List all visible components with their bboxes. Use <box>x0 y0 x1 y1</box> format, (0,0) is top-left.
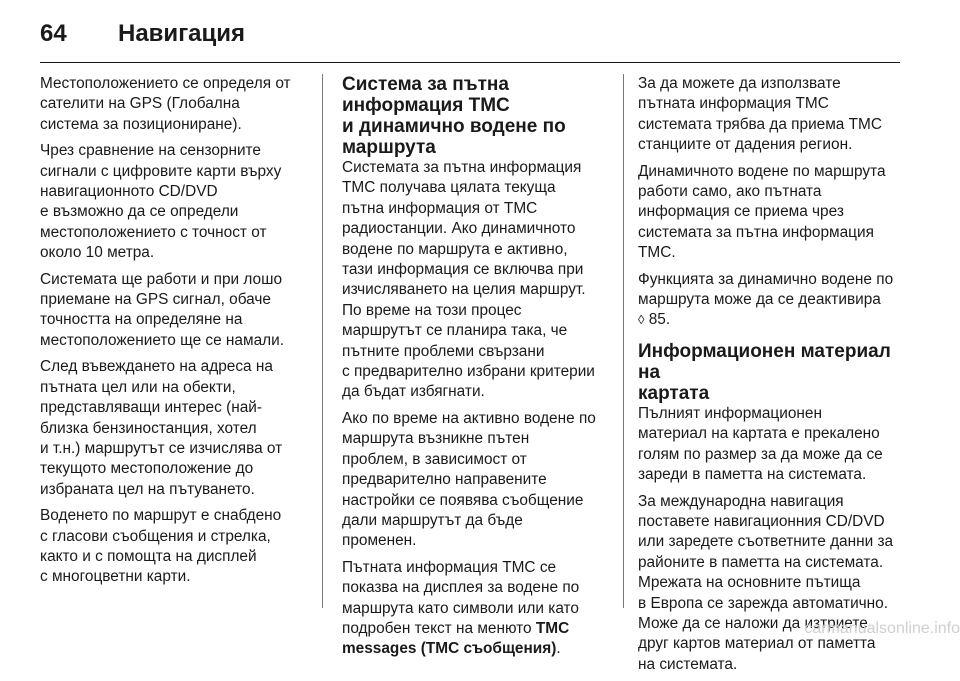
page-title: Навигация <box>118 20 246 47</box>
paragraph: Системата за пътна информация TMC получава цялата текуща пътна информация от TMC радиостанции. Ако динамичното водене по маршрута е активно, тази информация се включва при изчисляването на целия маршрут. По време на този процес маршрутът се планира така, че пътните проблеми свързани с предварително избрани критерии да бъдат избягнати. <box>342 159 595 401</box>
paragraph: За международна навигация поставете навигационния CD/DVD или заредете съответните данни за районите в паметта на системата. Мрежата на основните пътища в Европа се зарежда автоматично. Може да се наложи да изтриете друг картов материал от паметта на системата. <box>638 492 894 673</box>
paragraph: Динамичното водене по маршрута работи само, ако пътната информация се приема чрез системата за пътна информация TMC. <box>638 162 886 262</box>
page-reference: 85. <box>644 311 671 329</box>
column-divider-2 <box>623 74 624 608</box>
paragraph-text: Функцията за динамично водене по маршрута може да се деактивира <box>638 270 894 309</box>
paragraph: Пълният информационен материал на картата е прекалено голям по размер за да може да се зареди в паметта на системата. <box>638 404 883 484</box>
paragraph: Воденето по маршрут е снабдено с гласови съобщения и стрелка, както и с помощта на дисплей с многоцветни карти. <box>40 507 282 586</box>
paragraph: За да можете да използвате пътната информация TMC системата трябва да приема TMC станциите от дадения регион. <box>638 75 882 154</box>
paragraph <box>638 270 903 331</box>
page-number: 64 <box>40 20 67 47</box>
column-2 <box>342 74 607 666</box>
section-heading-map-material: Информационен материал на картата <box>638 340 891 404</box>
paragraph: Чрез сравнение на сензорните сигнали с цифровите карти върху навигационното CD/DVD е възможно да се определи местоположението с точност от около 10 метра. <box>40 142 282 262</box>
page-header <box>40 14 245 54</box>
column-3 <box>638 74 903 681</box>
column-1 <box>40 74 308 594</box>
page-reference-icon: ◊ <box>638 312 645 328</box>
watermark: carmanualsonline.info <box>804 620 960 637</box>
paragraph: След въвеждането на адреса на пътната цел или на обекти, представляващи интерес (най- близка бензиностанция, хотел и т.н.) маршрутът се изчислява от текущото местоположение до избраната цел на пътуването. <box>40 358 283 498</box>
paragraph <box>342 558 607 660</box>
paragraph-end: . <box>556 640 561 658</box>
header-divider <box>40 62 900 63</box>
paragraph: Системата ще работи и при лошо приемане на GPS сигнал, обаче точността на определяне на местоположението ще се намали. <box>40 270 284 349</box>
section-heading-tmc: Система за пътна информация TMC и динамично водене по маршрута <box>342 74 566 158</box>
paragraph: Ако по време на активно водене по маршрута възникне пътен проблем, в зависимост от предварително направените настройки се появява съобщение дали маршрутът да бъде променен. <box>342 409 596 550</box>
paragraph: Местоположението се определя от сателити на GPS (Глобална система за позициониране). <box>40 75 291 133</box>
paragraph-text: Пътната информация TMC се показва на дисплея за водене по маршрута като символи или като подробен текст на менюто <box>342 558 580 637</box>
menu-reference: TMC messages (TMC съобщения) <box>342 619 570 658</box>
column-divider-1 <box>322 74 323 608</box>
